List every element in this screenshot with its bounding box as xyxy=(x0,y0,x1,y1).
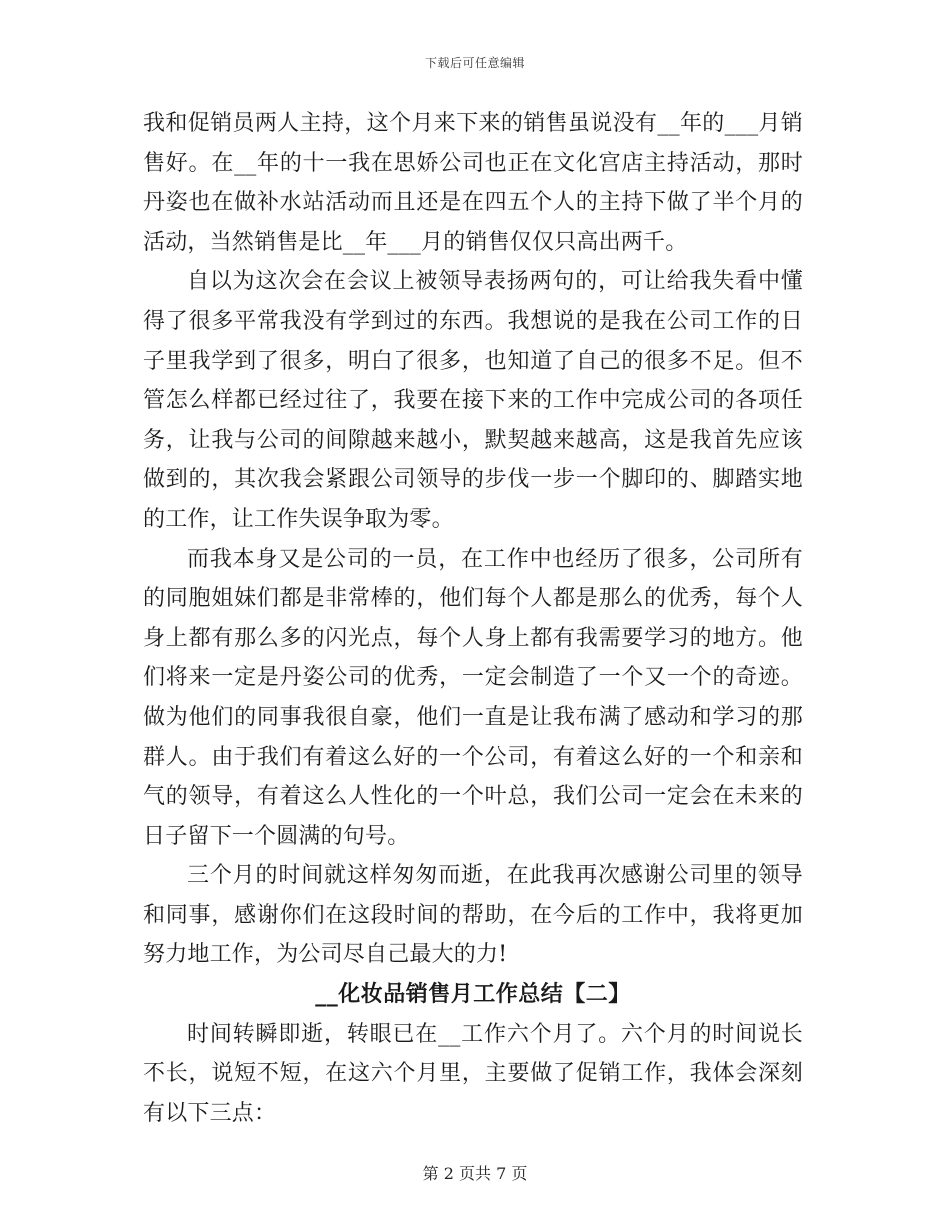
page-footer: 第 2 页共 7 页 xyxy=(422,1164,528,1183)
paragraph-2: 自以为这次会在会议上被领导表扬两句的，可让给我失看中懂得了很多平常我没有学到过的东西。我想说的是我在公司工作的日子里我学到了很多，明白了很多，也知道了自己的很多不足。但不管怎么样都已经过往了，我要在接下来的工作中完成公司的各项任务，让我与公司的间隙越来越小，默契越来越高，这是我首先应该做到的，其次我会紧跟公司领导的步伐一步一个脚印的、脚踏实地的工作，让工作失误争取为零。 xyxy=(143,269,803,532)
section-title: __化妆品销售月工作总结【二】 xyxy=(315,981,631,1008)
paragraph-5: 时间转瞬即逝，转眼已在__工作六个月了。六个月的时间说长不长，说短不短，在这六个月里，主要做了促销工作，我体会深刻有以下三点： xyxy=(143,1021,803,1126)
paragraph-1: 我和促销员两人主持，这个月来下来的销售虽说没有__年的___月销售好。在__年的十一我在思娇公司也正在文化宫店主持活动，那时丹姿也在做补水站活动而且还是在四五个人的主持下做了半个月的活动，当然销售是比__年___月的销售仅仅只高出两千。 xyxy=(143,111,803,255)
document-body xyxy=(143,104,803,1133)
page-header: 下载后可任意编辑 xyxy=(424,56,525,70)
paragraph-4: 三个月的时间就这样匆匆而逝，在此我再次感谢公司里的领导和同事，感谢你们在这段时间的帮助，在今后的工作中，我将更加努力地工作，为公司尽自己最大的力! xyxy=(143,863,803,968)
paragraph-3: 而我本身又是公司的一员，在工作中也经历了很多，公司所有的同胞姐妹们都是非常棒的，他们每个人都是那么的优秀，每个人身上都有那么多的闪光点，每个人身上都有我需要学习的地方。他们将来一定是丹姿公司的优秀，一定会制造了一个又一个的奇迹。做为他们的同事我很自豪，他们一直是让我布满了感动和学习的那群人。由于我们有着这么好的一个公司，有着这么好的一个和亲和气的领导，有着这么人性化的一个叶总，我们公司一定会在未来的日子留下一个圆满的句号。 xyxy=(143,546,803,849)
